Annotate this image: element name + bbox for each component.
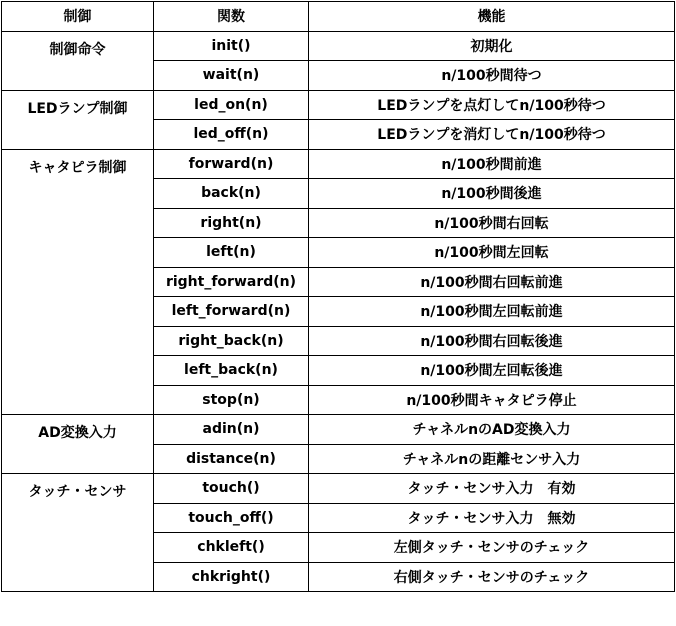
function-cell: stop(n) [154, 385, 309, 415]
feature-cell: LEDランプを点灯してn/100秒待つ [309, 90, 675, 120]
category-cell: AD変換入力 [2, 415, 154, 474]
header-row [2, 2, 675, 32]
function-cell: right_back(n) [154, 326, 309, 356]
table-row [2, 90, 675, 120]
feature-cell: チャネルnのAD変換入力 [309, 415, 675, 445]
feature-cell: n/100秒間左回転後進 [309, 356, 675, 386]
function-cell: led_off(n) [154, 120, 309, 150]
function-cell: touch() [154, 474, 309, 504]
header-control: 制御 [2, 2, 154, 32]
function-table [1, 1, 675, 592]
feature-cell: n/100秒間左回転前進 [309, 297, 675, 327]
function-cell: init() [154, 31, 309, 61]
table-row [2, 415, 675, 445]
feature-cell: n/100秒間後進 [309, 179, 675, 209]
feature-cell: 初期化 [309, 31, 675, 61]
function-cell: right(n) [154, 208, 309, 238]
category-cell: キャタピラ制御 [2, 149, 154, 415]
table-row [2, 149, 675, 179]
function-cell: touch_off() [154, 503, 309, 533]
function-cell: distance(n) [154, 444, 309, 474]
feature-cell: LEDランプを消灯してn/100秒待つ [309, 120, 675, 150]
function-cell: adin(n) [154, 415, 309, 445]
feature-cell: タッチ・センサ入力 有効 [309, 474, 675, 504]
function-cell: back(n) [154, 179, 309, 209]
header-feature: 機能 [309, 2, 675, 32]
table-row [2, 31, 675, 61]
function-cell: left(n) [154, 238, 309, 268]
feature-cell: 左側タッチ・センサのチェック [309, 533, 675, 563]
category-cell: 制御命令 [2, 31, 154, 90]
feature-cell: n/100秒間待つ [309, 61, 675, 91]
function-cell: forward(n) [154, 149, 309, 179]
function-cell: chkright() [154, 562, 309, 592]
header-function: 関数 [154, 2, 309, 32]
feature-cell: n/100秒間右回転前進 [309, 267, 675, 297]
feature-cell: タッチ・センサ入力 無効 [309, 503, 675, 533]
function-cell: led_on(n) [154, 90, 309, 120]
function-cell: left_forward(n) [154, 297, 309, 327]
function-cell: wait(n) [154, 61, 309, 91]
function-cell: left_back(n) [154, 356, 309, 386]
feature-cell: n/100秒間右回転 [309, 208, 675, 238]
category-cell: タッチ・センサ [2, 474, 154, 592]
feature-cell: n/100秒間左回転 [309, 238, 675, 268]
feature-cell: n/100秒間前進 [309, 149, 675, 179]
category-cell: LEDランプ制御 [2, 90, 154, 149]
feature-cell: 右側タッチ・センサのチェック [309, 562, 675, 592]
function-cell: right_forward(n) [154, 267, 309, 297]
table-body [2, 31, 675, 592]
feature-cell: n/100秒間右回転後進 [309, 326, 675, 356]
feature-cell: チャネルnの距離センサ入力 [309, 444, 675, 474]
function-cell: chkleft() [154, 533, 309, 563]
feature-cell: n/100秒間キャタピラ停止 [309, 385, 675, 415]
table-row [2, 474, 675, 504]
